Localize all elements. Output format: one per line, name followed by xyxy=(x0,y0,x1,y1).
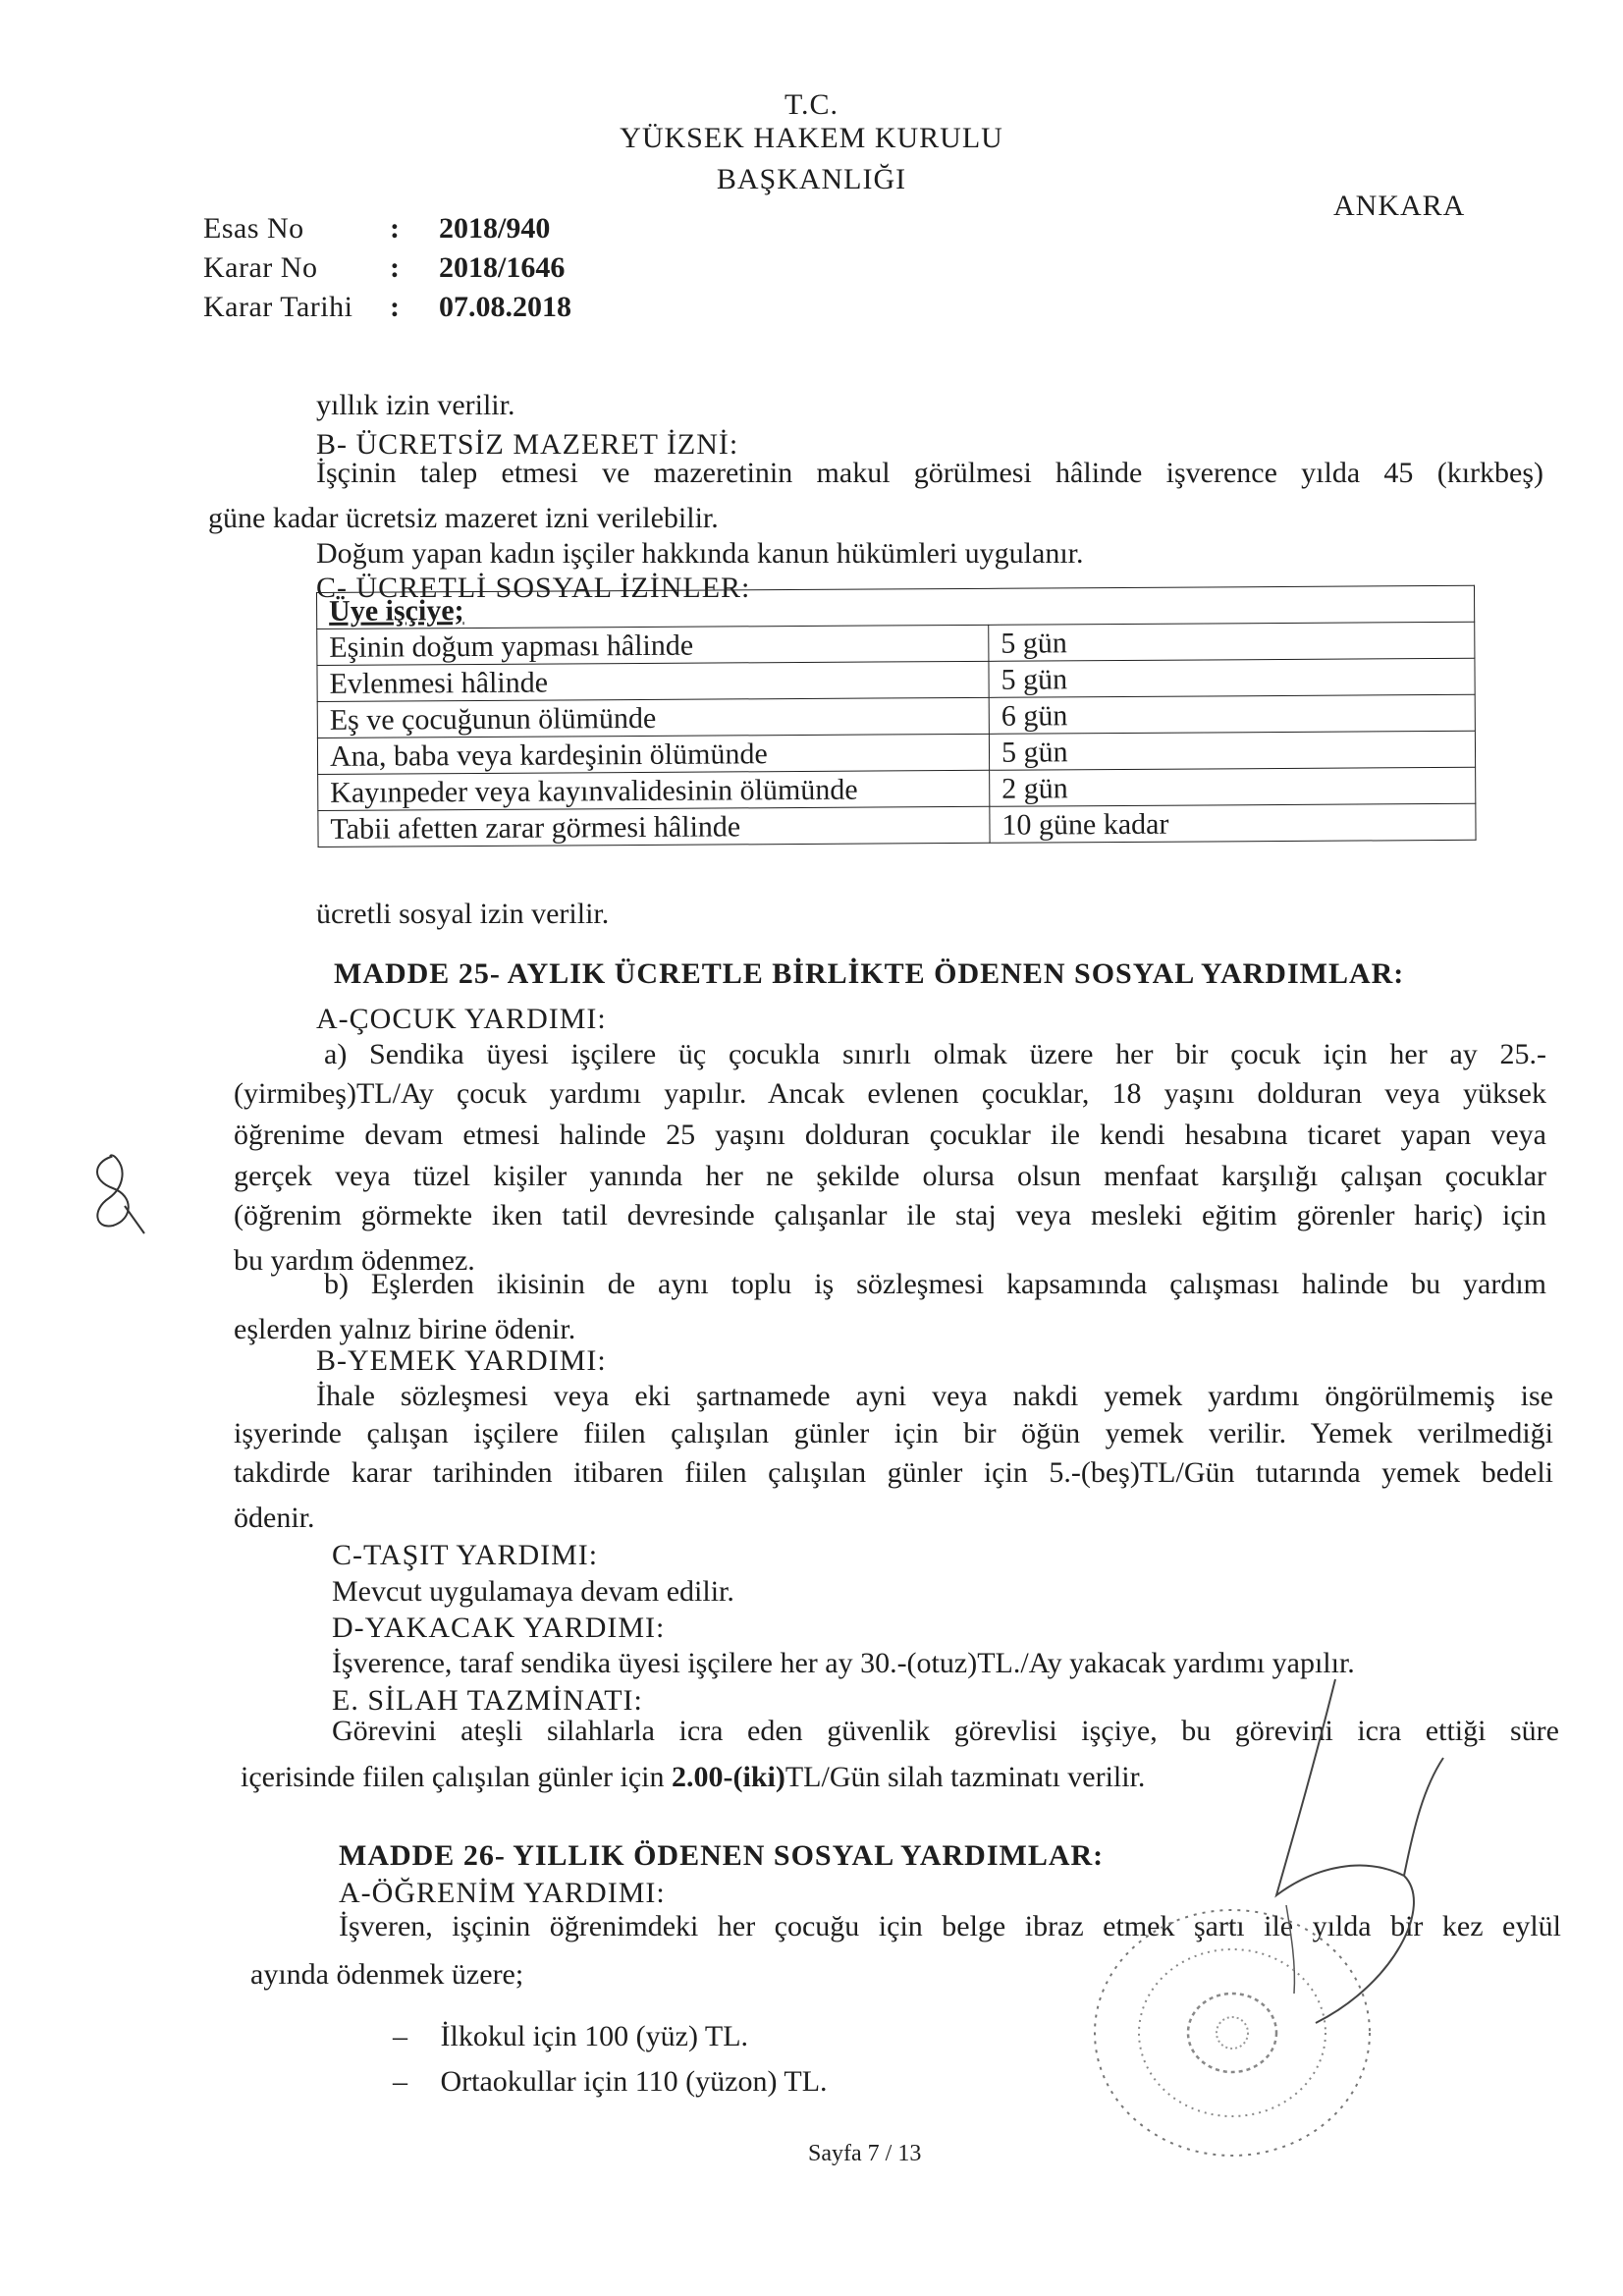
leave-days: 5 gün xyxy=(989,622,1475,661)
madde25-a-line2: (yirmibeş)TL/Ay çocuk yardımı yapılır. Ancak evlenen çocuklar, 18 yaşını dolduran veya yüksek xyxy=(234,1077,1546,1110)
madde26-line2: ayında ödenmek üzere; xyxy=(250,1958,524,1991)
yemek-line2: işyerinde çalışan işçilere fiilen çalışılan günler için bir öğün yemek verilir. Yemek verilmediği xyxy=(234,1417,1553,1449)
meta-label: Karar No xyxy=(203,251,318,284)
bullet-ortaokul xyxy=(393,2066,828,2098)
margin-handwritten-mark xyxy=(83,1149,152,1237)
leave-case: Eş ve çocuğunun ölümünde xyxy=(317,697,989,738)
madde26-title: MADDE 26- YILLIK ÖDENEN SOSYAL YARDIMLAR: xyxy=(339,1839,1105,1872)
silah-line1: Görevini ateşli silahlarla icra eden güvenlik görevlisi işçiye, bu görevini icra ettiği süre xyxy=(332,1715,1559,1747)
meta-colon: : xyxy=(390,212,400,245)
prev-line: yıllık izin verilir. xyxy=(316,389,515,421)
silah-line2 xyxy=(241,1762,1145,1793)
meta-colon: : xyxy=(390,251,400,284)
yakacak-text: İşverence, taraf sendika üyesi işçilere her ay 30.-(otuz)TL./Ay yakacak yardımı yapılır. xyxy=(332,1647,1355,1679)
silah-title: E. SİLAH TAZMİNATI: xyxy=(332,1684,643,1717)
silah-line2-pre: içerisinde fiilen çalışılan günler için xyxy=(241,1761,673,1793)
madde26-line1: İşveren, işçinin öğrenimdeki her çocuğu için belge ibraz etmek şartı ile yılda bir kez eylül xyxy=(339,1910,1561,1942)
leave-days: 5 gün xyxy=(989,658,1475,697)
meta-colon: : xyxy=(390,291,400,323)
header-city: ANKARA xyxy=(1333,190,1466,222)
section-b-p1-line1: İşçinin talep etmesi ve mazeretinin makul görülmesi hâlinde işverence yılda 45 (kırkbeş) xyxy=(316,457,1543,489)
yemek-line4: ödenir. xyxy=(234,1502,315,1534)
meta-value: 2018/1646 xyxy=(439,251,566,284)
header-court: YÜKSEK HAKEM KURULU xyxy=(620,122,1003,154)
leave-days: 2 gün xyxy=(990,767,1476,806)
bullet-ilkokul xyxy=(393,2021,748,2052)
meta-esas-no xyxy=(203,212,550,246)
meta-value: 07.08.2018 xyxy=(439,291,571,323)
leave-days: 6 gün xyxy=(989,694,1475,734)
tasit-text: Mevcut uygulamaya devam edilir. xyxy=(332,1575,734,1608)
yemek-title: B-YEMEK YARDIMI: xyxy=(316,1344,607,1377)
section-b-title: B- ÜCRETSİZ MAZERET İZNİ: xyxy=(316,428,739,461)
madde25-a-line4: gerçek veya tüzel kişiler yanında her ne şekilde olursa olsun menfaat karşılığı çalışan çocuklar xyxy=(234,1160,1546,1192)
meta-karar-no xyxy=(203,251,565,285)
section-b-p2: Doğum yapan kadın işçiler hakkında kanun hükümleri uygulanır. xyxy=(316,537,1084,570)
madde25-a-line1: a) Sendika üyesi işçilere üç çocukla sınırlı olmak üzere her bir çocuk için her ay 25.- xyxy=(324,1038,1546,1070)
madde25-a-line3: öğrenime devam etmesi halinde 25 yaşını dolduran çocuklar ile kendi hesabına ticaret yapan veya xyxy=(234,1119,1546,1151)
yemek-line3: takdirde karar tarihinden itibaren fiilen çalışılan günler için 5.-(beş)TL/Gün tutarında yemek bedeli xyxy=(234,1456,1553,1489)
bullet-dash: – xyxy=(393,2065,407,2098)
table-row xyxy=(318,803,1476,847)
madde26-a-title: A-ÖĞRENİM YARDIMI: xyxy=(339,1877,666,1909)
madde25-b-line1: b) Eşlerden ikisinin de aynı toplu iş sözleşmesi kapsamında çalışması halinde bu yardım xyxy=(324,1268,1546,1300)
leave-case: Ana, baba veya kardeşinin ölümünde xyxy=(317,734,989,774)
bullet-text: Ortaokullar için 110 (yüzon) TL. xyxy=(440,2065,828,2098)
tasit-title: C-TAŞIT YARDIMI: xyxy=(332,1539,599,1571)
meta-label: Esas No xyxy=(203,212,304,245)
silah-amount: 2.00-(iki) xyxy=(672,1761,785,1793)
yakacak-title: D-YAKACAK YARDIMI: xyxy=(332,1612,666,1644)
madde25-b-line2: eşlerden yalnız birine ödenir. xyxy=(234,1313,576,1345)
leave-case: Kayınpeder veya kayınvalidesinin ölümünde xyxy=(318,770,990,810)
section-c-after: ücretli sosyal izin verilir. xyxy=(316,898,610,930)
yemek-line1: İhale sözleşmesi veya eki şartnamede ayni veya nakdi yemek yardımı öngörülmemiş ise xyxy=(316,1380,1553,1412)
section-c-title: C- ÜCRETLİ SOSYAL İZİNLER: xyxy=(316,572,751,604)
bullet-dash: – xyxy=(393,2020,407,2052)
social-leave-table xyxy=(316,585,1477,847)
meta-label: Karar Tarihi xyxy=(203,291,353,323)
leave-case: Evlenmesi hâlinde xyxy=(317,661,989,701)
page-number: Sayfa 7 / 13 xyxy=(808,2141,922,2166)
leave-case: Tabii afetten zarar görmesi hâlinde xyxy=(318,806,990,847)
silah-line2-post: TL/Gün silah tazminatı verilir. xyxy=(784,1761,1146,1793)
header-tc: T.C. xyxy=(784,88,839,121)
official-stamp xyxy=(1085,1900,1380,2165)
madde25-title: MADDE 25- AYLIK ÜCRETLE BİRLİKTE ÖDENEN SOSYAL YARDIMLAR: xyxy=(334,957,1405,990)
leave-case: Eşinin doğum yapması hâlinde xyxy=(317,625,989,665)
leave-days: 5 gün xyxy=(989,731,1475,770)
meta-karar-tarihi xyxy=(203,291,571,324)
leave-days: 10 güne kadar xyxy=(990,803,1476,843)
meta-value: 2018/940 xyxy=(439,212,551,245)
bullet-text: İlkokul için 100 (yüz) TL. xyxy=(440,2020,749,2052)
madde25-a-line5: (öğrenim görmekte iken tatil devresinde çalışanlar ile staj veya mesleki eğitim görenler hariç) için xyxy=(234,1199,1546,1231)
madde25-a-line6: bu yardım ödenmez. xyxy=(234,1244,475,1277)
section-b-p1-line2: güne kadar ücretsiz mazeret izni verilebilir. xyxy=(208,502,719,534)
header-presidency: BAŞKANLIĞI xyxy=(716,163,907,195)
madde25-a-title: A-ÇOCUK YARDIMI: xyxy=(316,1003,607,1035)
table-header-cell: Üye işçiye; xyxy=(317,585,1475,629)
